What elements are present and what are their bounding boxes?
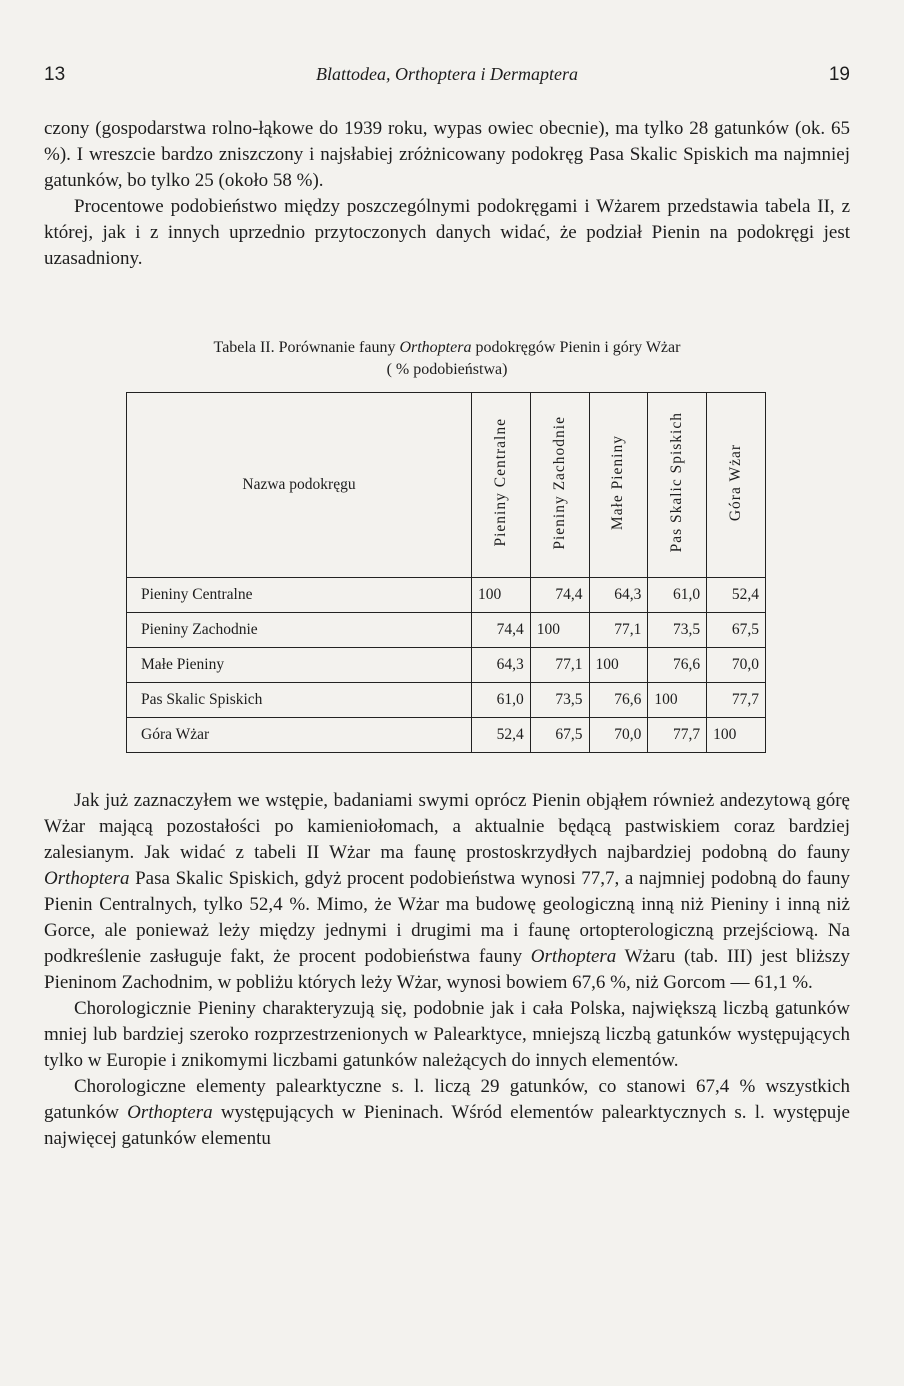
row-name: Pas Skalic Spiskich	[127, 683, 472, 718]
name-header: Nazwa podokręgu	[127, 393, 472, 578]
table-cell: 76,6	[648, 648, 707, 683]
table-cell: 74,4	[530, 578, 589, 613]
table-row	[127, 613, 766, 648]
page-header	[44, 64, 850, 92]
caption-italic: Orthoptera	[399, 339, 472, 356]
col-header: Pieniny Zachodnie	[530, 393, 589, 578]
table-cell: 73,5	[648, 613, 707, 648]
col-header: Pas Skalic Spiskich	[648, 393, 707, 578]
paragraph-body	[44, 788, 850, 1152]
table-cell: 74,4	[471, 613, 530, 648]
paragraph-1: czony (gospodarstwa rolno-łąkowe do 1939 roku, wypas owiec obecnie), ma tylko 28 gatunków (ok. 65 %). I wreszcie bardzo zniszczony i najsłabiej zróżnicowany podokręg Pasa Skalic Spiskich ma najmniej gatunków, bo tylko 25 (około 58 %).	[44, 118, 850, 191]
table-cell: 64,3	[471, 648, 530, 683]
table-cell: 100	[707, 718, 766, 753]
row-name: Pieniny Centralne	[127, 578, 472, 613]
table-header-row	[127, 393, 766, 578]
row-name: Małe Pieniny	[127, 648, 472, 683]
table-cell: 73,5	[530, 683, 589, 718]
col-header: Małe Pieniny	[589, 393, 648, 578]
page-number-right: 19	[828, 64, 850, 85]
paragraph-3: Jak już zaznaczyłem we wstępie, badaniami swymi oprócz Pienin objąłem również andezytową górę Wżar mającą pozostałości po kamieniołomach, a aktualnie będącą pastwiskiem coraz bardziej zalesianym. Jak widać z tabeli II Wżar ma faunę prostoskrzydłych najbardziej podobną do fauny Orthoptera Pasa Skalic Spiskich, gdyż procent podobieństwa wynosi 77,7, a najmniej podobną do fauny Pienin Centralnych, tylko 52,4 %. Mimo, że Wżar ma budowę geologiczną inną niż Pieniny i inną niż Gorce, ale ponieważ leży między jednymi i drugimi ma i faunę ortopterologiczną przejściową. Na podkreślenie zasługuje fakt, że procent podobieństwa fauny Orthoptera Wżaru (tab. III) jest bliższy Pieninom Zachodnim, w pobliżu których leży Wżar, wynosi bowiem 67,6 %, niż Gorcom — 61,1 %.	[44, 790, 850, 993]
table-cell: 77,1	[589, 613, 648, 648]
table-cell: 100	[589, 648, 648, 683]
paragraph-5: Chorologiczne elementy palearktyczne s. l. liczą 29 gatunków, co stanowi 67,4 % wszystkich gatunków Orthoptera występujących w Pieninach. Wśród elementów palearktycznych s. l. występuje najwięcej gatunków elementu	[44, 1076, 850, 1149]
table-cell: 77,7	[707, 683, 766, 718]
paragraph-4: Chorologicznie Pieniny charakteryzują się, podobnie jak i cała Polska, największą liczbą gatunków mniej lub bardziej szeroko rozprzestrzenionych w Palearktyce, mniejszą liczbą gatunków występujących tylko w Europie i znikomymi liczbami gatunków należących do innych elementów.	[44, 998, 850, 1071]
table-cell: 77,7	[648, 718, 707, 753]
table-cell: 67,5	[707, 613, 766, 648]
page-number-left: 13	[44, 64, 66, 85]
caption-subtitle: ( % podobieństwa)	[386, 361, 508, 378]
table-cell: 100	[471, 578, 530, 613]
running-title: Blattodea, Orthoptera i Dermaptera	[316, 64, 578, 84]
caption-prefix: Tabela II. Porównanie fauny	[213, 339, 400, 356]
table-cell: 77,1	[530, 648, 589, 683]
table-row	[127, 718, 766, 753]
col-header: Pieniny Centralne	[471, 393, 530, 578]
table-row	[127, 578, 766, 613]
col-header: Góra Wżar	[707, 393, 766, 578]
similarity-table	[126, 392, 766, 753]
table-row	[127, 683, 766, 718]
table-cell: 76,6	[589, 683, 648, 718]
table-cell: 52,4	[471, 718, 530, 753]
table-cell: 61,0	[648, 578, 707, 613]
paragraph-intro	[44, 116, 850, 272]
table-cell: 67,5	[530, 718, 589, 753]
table-caption	[44, 337, 850, 381]
table-cell: 100	[648, 683, 707, 718]
row-name: Pieniny Zachodnie	[127, 613, 472, 648]
table-row	[127, 648, 766, 683]
table-cell: 64,3	[589, 578, 648, 613]
table-cell: 70,0	[707, 648, 766, 683]
table-cell: 61,0	[471, 683, 530, 718]
table-cell: 100	[530, 613, 589, 648]
paragraph-2: Procentowe podobieństwo między poszczególnymi podokręgami i Wżarem przedstawia tabela II, z której, jak i z innych uprzednio przytoczonych danych widać, że podział Pienin na podokręgi jest uzasadniony.	[44, 196, 850, 269]
table-cell: 52,4	[707, 578, 766, 613]
caption-suffix: podokręgów Pienin i góry Wżar	[471, 339, 681, 356]
row-name: Góra Wżar	[127, 718, 472, 753]
table-cell: 70,0	[589, 718, 648, 753]
